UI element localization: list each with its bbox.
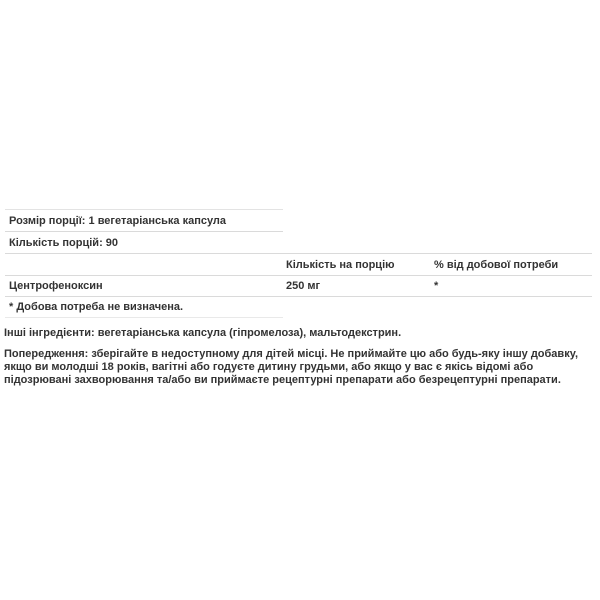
serving-size-text: Розмір порції: 1 вегетаріанська капсула bbox=[9, 214, 227, 227]
daily-value-header: % від добової потреби bbox=[434, 258, 559, 271]
ingredient-name: Центрофеноксин bbox=[9, 280, 103, 292]
column-header-row bbox=[5, 254, 592, 276]
warning-paragraph bbox=[4, 348, 592, 387]
servings-count-text: Кількість порцій: 90 bbox=[9, 236, 119, 249]
warning-text: зберігайте в недоступному для дітей місці. Не приймайте цю або будь-яку іншу добавку, якщо ви молодші 18 років, вагітні або годуєте дитину грудьми, або якщо у вас є якісь відомі або підозрювані захворювання та/або ви приймаєте рецептурні препарати або безрецептурні препарати. bbox=[4, 348, 579, 386]
supplement-facts-table bbox=[5, 209, 596, 318]
footnote-text: * Добова потреба не визначена. bbox=[9, 301, 184, 313]
warning-label: Попередження: bbox=[4, 348, 89, 360]
ingredient-row bbox=[5, 276, 592, 297]
amount-per-serving-header: Кількість на порцію bbox=[286, 258, 395, 271]
footnote-row bbox=[5, 297, 283, 318]
other-ingredients-line bbox=[4, 327, 592, 340]
ingredient-daily-value: * bbox=[434, 280, 439, 292]
other-ingredients-text: вегетаріанська капсула (гіпромелоза), мальтодекстрин. bbox=[97, 327, 402, 339]
supplement-facts-section bbox=[4, 209, 596, 387]
ingredient-amount: 250 мг bbox=[286, 280, 321, 292]
other-ingredients-label: Інші інгредієнти: bbox=[4, 327, 95, 339]
serving-size-row bbox=[5, 209, 283, 232]
servings-count-row bbox=[5, 232, 592, 254]
